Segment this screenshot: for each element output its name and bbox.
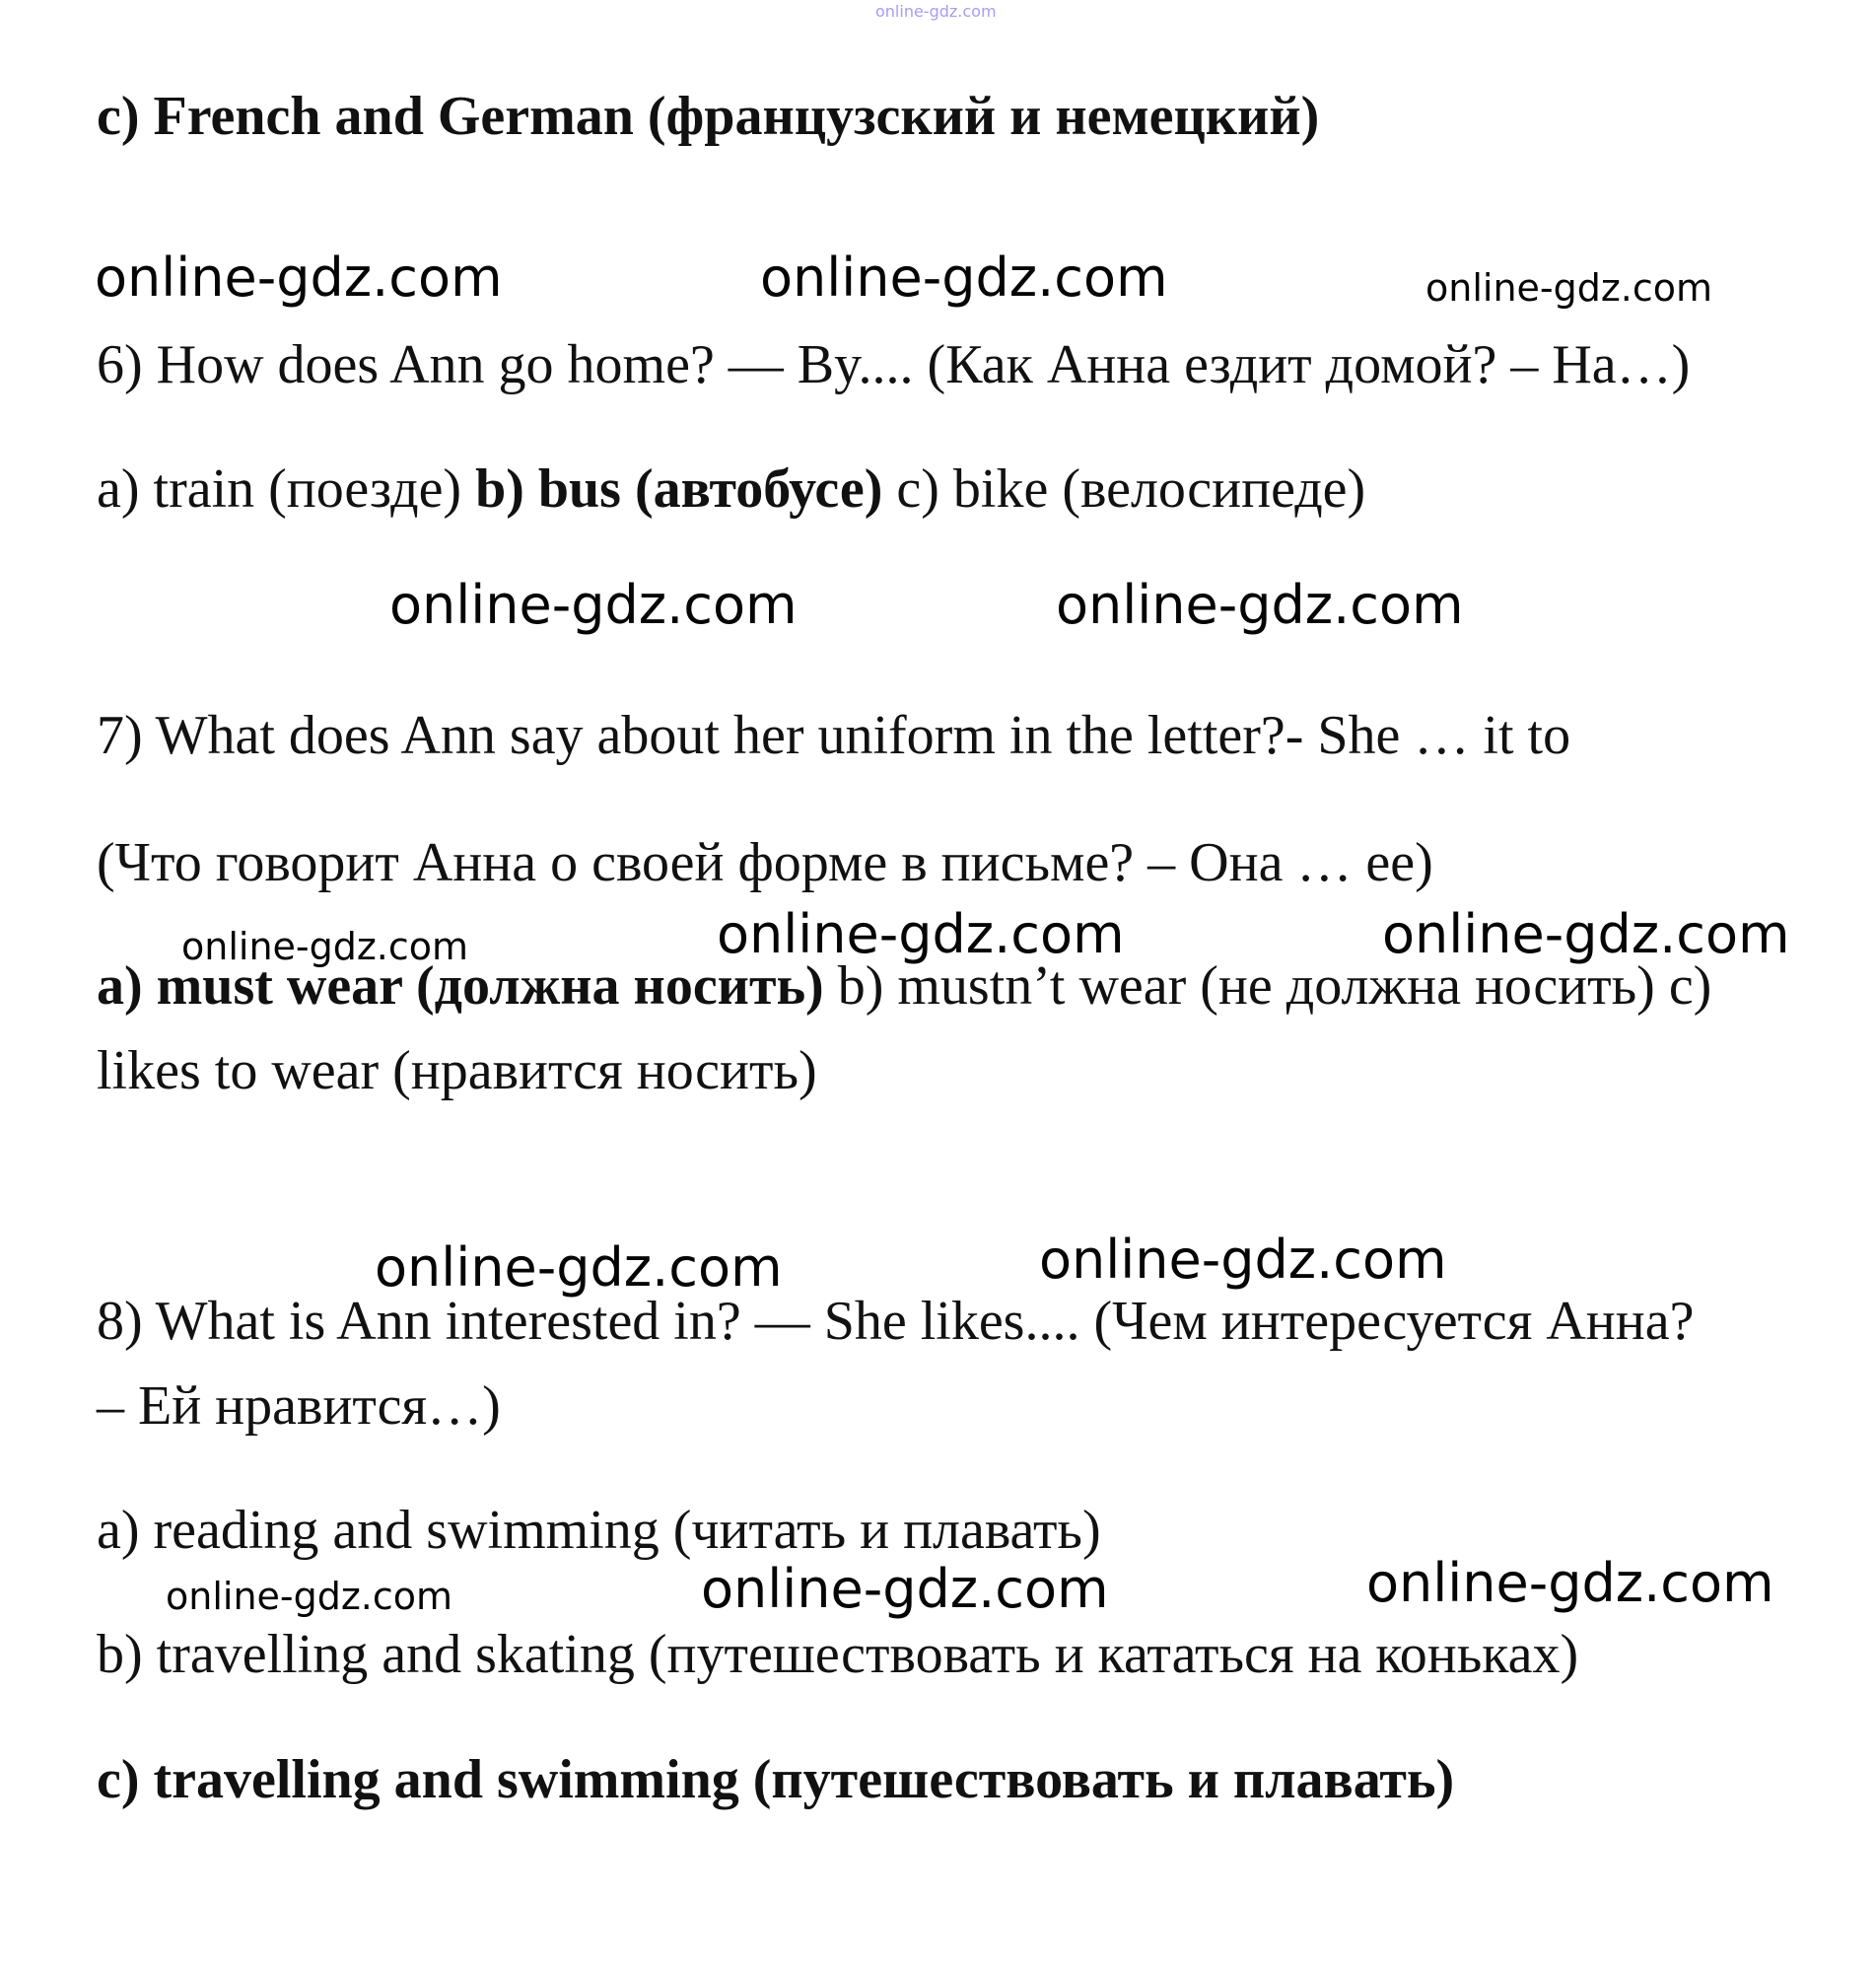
q6-option-a: a) train (поезде) [97, 458, 462, 520]
watermark: online-gdz.com [389, 574, 798, 636]
watermark: online-gdz.com [760, 246, 1168, 309]
q8-option-b: b) travelling and skating (путешествовать и кататься на коньках) [97, 1624, 1579, 1685]
q7-options-line1 [97, 956, 1711, 1018]
q6-question: 6) How does Ann go home? — By.... (Как Анна ездит домой? – На…) [97, 334, 1691, 395]
q6-options [97, 459, 1365, 521]
q8-question-line1: 8) What is Ann interested in? — She likes.... (Чем интересуется Анна? [97, 1291, 1695, 1352]
q6-option-c: c) bike (велосипеде) [896, 458, 1366, 520]
watermark: online-gdz.com [1366, 1552, 1774, 1614]
q8-option-a: a) reading and swimming (читать и плавать) [97, 1500, 1101, 1561]
watermark: online-gdz.com [1382, 903, 1790, 965]
q7-option-b: b) mustn’t wear (не должна носить) [837, 955, 1655, 1017]
watermark: online-gdz.com [1056, 574, 1464, 636]
watermark: online-gdz.com [166, 1575, 453, 1618]
watermark: online-gdz.com [1039, 1229, 1447, 1291]
q7-translation: (Что говорит Анна о своей форме в письме? – Она … ее) [97, 832, 1433, 893]
q7-option-a: a) must wear (должна носить) [97, 955, 824, 1017]
watermark: online-gdz.com [701, 1558, 1109, 1620]
watermark: online-gdz.com [95, 246, 503, 309]
watermark: online-gdz.com [1425, 266, 1713, 310]
top-watermark: online-gdz.com [875, 2, 997, 21]
q5-option-c: c) French and German (французский и немецкий) [97, 86, 1320, 147]
q7-question: 7) What does Ann say about her uniform in the letter?- She … it to [97, 705, 1571, 766]
q6-option-b: b) bus (автобусе) [475, 458, 883, 520]
q7-option-c: likes to wear (нравится носить) [97, 1040, 817, 1101]
q8-option-c: c) travelling and swimming (путешествовать и плавать) [97, 1749, 1455, 1810]
watermark: online-gdz.com [717, 903, 1125, 965]
watermark: online-gdz.com [181, 925, 469, 968]
watermark: online-gdz.com [375, 1236, 783, 1299]
q7-option-c-prefix: c) [1668, 955, 1712, 1017]
q8-question-line2: – Ей нравится…) [97, 1375, 501, 1437]
